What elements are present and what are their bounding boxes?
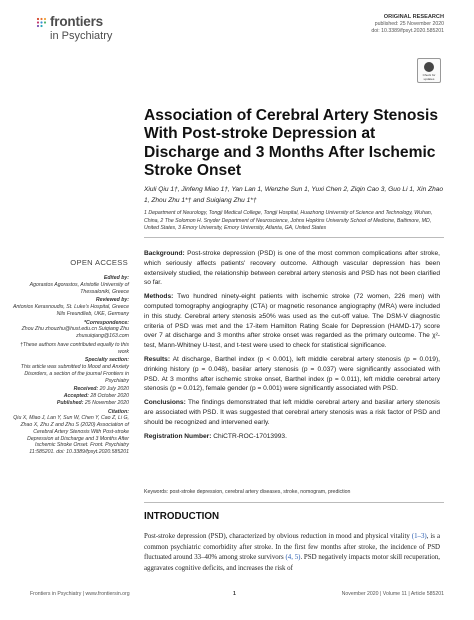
reviewed-by: Antonios Kerasnoudis, St. Luke's Hospital, Greece Nils Freundlieb, UKE, Germany <box>12 304 129 317</box>
edited-by-label: Edited by: <box>103 275 129 281</box>
accepted-date <box>10 393 129 400</box>
results-text: At discharge, Barthel index (p < 0.001), left middle cerebral artery stenosis (p = 0.019), drinking history (p = 0.048), basilar artery stenosis (p = 0.037) were significantly associated with PSD. At 3 months after ischemic stroke onset, Barthel index (p = 0.011), left middle cerebral artery stenosis (p = 0.012), female gender (p = 0.001) were significantly associated with PSD. <box>144 355 441 393</box>
footer-journal[interactable]: Frontiers in Psychiatry | www.frontiersin.org <box>30 591 130 597</box>
divider <box>144 237 444 238</box>
frontiers-logo-icon <box>36 17 47 28</box>
divider <box>144 502 444 503</box>
accepted-value: 28 October 2020 <box>90 393 129 399</box>
abstract <box>144 249 440 445</box>
citation-label: Citation: <box>107 408 129 415</box>
article-info-sidebar <box>10 275 129 456</box>
article-type: ORIGINAL RESEARCH <box>383 14 444 20</box>
abstract-registration <box>144 432 440 442</box>
received-label: Received: <box>73 386 99 393</box>
citation-ref[interactable]: (1–3) <box>411 533 427 540</box>
published-value: 25 November 2020 <box>84 399 129 406</box>
abstract-background <box>144 249 440 288</box>
accepted-label: Accepted: <box>63 393 89 399</box>
background-label: Background: <box>144 250 185 257</box>
intro-text-2: , is a common psychiatric comorbidity after stroke. In the first few months after stroke, the incidence of PSD fluctuated around 33–40% among stroke survivors <box>144 533 440 561</box>
specialty-section: This article was submitted to Mood and Anxiety Disorders, a section of the journal Frontiers in Psychiatry <box>20 364 129 384</box>
received-date <box>10 386 129 393</box>
update-icon <box>424 62 434 72</box>
footer-issue-info: November 2020 | Volume 11 | Article 585201 <box>341 591 444 597</box>
journal-logo-brand[interactable]: frontiers <box>50 14 103 29</box>
citation-ref[interactable]: (4, 5) <box>285 554 301 561</box>
abstract-methods <box>144 292 440 351</box>
received-value: 20 July 2020 <box>99 386 129 393</box>
edited-by: Agorastos Agorastos, Aristotle University of Thessaloniki, Greece <box>29 281 129 295</box>
author-list[interactable]: Xiuli Qiu 1†, Jinfeng Miao 1†, Yan Lan 1, Wenzhe Sun 1, Yuxi Chen 2, Ziqin Cao 3, Guo Li 1, Xin Zhao 1, Zhou Zhu 1*† and Suiqiang Zhu 1*† <box>144 186 444 204</box>
page-number: 1 <box>233 591 236 597</box>
equal-contribution-note: †These authors have contributed equally to this work <box>19 341 129 355</box>
published-label: Published: <box>56 399 84 406</box>
registration-label: Registration Number: <box>144 432 212 440</box>
abstract-results <box>144 355 440 394</box>
check-for-updates-label: Check for updates <box>422 73 436 81</box>
check-for-updates-button[interactable] <box>417 58 441 83</box>
intro-text-1: Post-stroke depression (PSD), characterized by obvious reduction in mood and physical vitality <box>144 533 412 540</box>
registration-text: ChiCTR-ROC-17013993. <box>213 432 287 440</box>
methods-label: Methods: <box>144 293 174 301</box>
open-access-label: OPEN ACCESS <box>70 258 128 267</box>
background-text: Post-stroke depression (PSD) is one of the most common complications after stroke, which seriously affects patients' recovery outcome. Although vascular depression has been extensively studied, the relationship between cerebral artery stenosis and PSD has not been clarified so far. <box>144 250 440 287</box>
conclusions-label: Conclusions: <box>144 399 186 407</box>
journal-logo-name[interactable]: in Psychiatry <box>50 30 113 42</box>
citation: Qiu X, Miao J, Lan Y, Sun W, Chen Y, Cao Z, Li G, Zhao X, Zhu Z and Zhu S (2020) Association of Cerebral Artery Stenosis With Post-stroke Depression at Discharge and 3 Months After Ischemic Stroke Onset. Front. Psychiatry 11:585201. doi: 10.3389/fpsyt.2020.585201 <box>13 415 129 455</box>
results-label: Results: <box>144 355 171 363</box>
intro-text-3: . PSD negatively impacts motor skill recuperation, aggravates cognitive deficits, and increases the risk of <box>144 554 440 572</box>
affiliations: 1 Department of Neurology, Tongji Medical College, Tongji Hospital, Huazhong University of Science and Technology, Wuhan, China, 2 The Solomon H. Snyder Department of Neuroscience, Johns Hopkins University School of Medicine, Baltimore, MD, United States, 3 Emory University, Emory University, Atlanta, GA, United States <box>144 210 433 231</box>
conclusions-text: The findings demonstrated that left middle cerebral artery and basilar artery stenosis are associated with PSD. It was suggested that cerebral artery stenosis was a risk factor of PSD and should be recognized and intervened early. <box>144 399 440 426</box>
article-title: Association of Cerebral Artery Stenosis With Post-stroke Depression at Discharge and 3 Months After Ischemic Stroke Onset <box>144 107 439 180</box>
published-date-sidebar <box>10 400 129 407</box>
keywords: Keywords: post-stroke depression, cerebral artery diseases, stroke, nomogram, prediction <box>144 489 351 495</box>
reviewed-by-label: Reviewed by: <box>95 297 129 304</box>
doi-link[interactable]: doi: 10.3389/fpsyt.2020.585201 <box>371 28 444 34</box>
correspondence-label: *Correspondence: <box>84 319 129 326</box>
methods-text: Two hundred ninety-eight patients with ischemic stroke (72 women, 226 men) with computed tomography angiography (CTA) or magnetic resonance angiography (MRA) were included in this study. Cerebral artery stenosis ≥50% was used as the cut-off value. The DSM-V diagnostic criteria of PSD was met and the 17-item Hamilton Rating Scale for Depression (HAMD-17) score over 7 at discharge and 3 months after stroke onset was regarded as the primary outcome. The χ²-test, Mann-Whitney U-test, and t-test were used to check for statistical significance. <box>144 293 440 350</box>
correspondence[interactable]: Zhou Zhu zhouzhu@hust.edu.cn Suiqiang Zhu zhusuiqiang@163.com <box>21 326 129 339</box>
abstract-conclusions <box>144 398 440 427</box>
published-date: published: 25 November 2020 <box>374 21 444 27</box>
specialty-section-label: Specialty section: <box>84 357 129 364</box>
introduction-paragraph <box>144 532 440 574</box>
section-heading-introduction: INTRODUCTION <box>144 511 220 522</box>
